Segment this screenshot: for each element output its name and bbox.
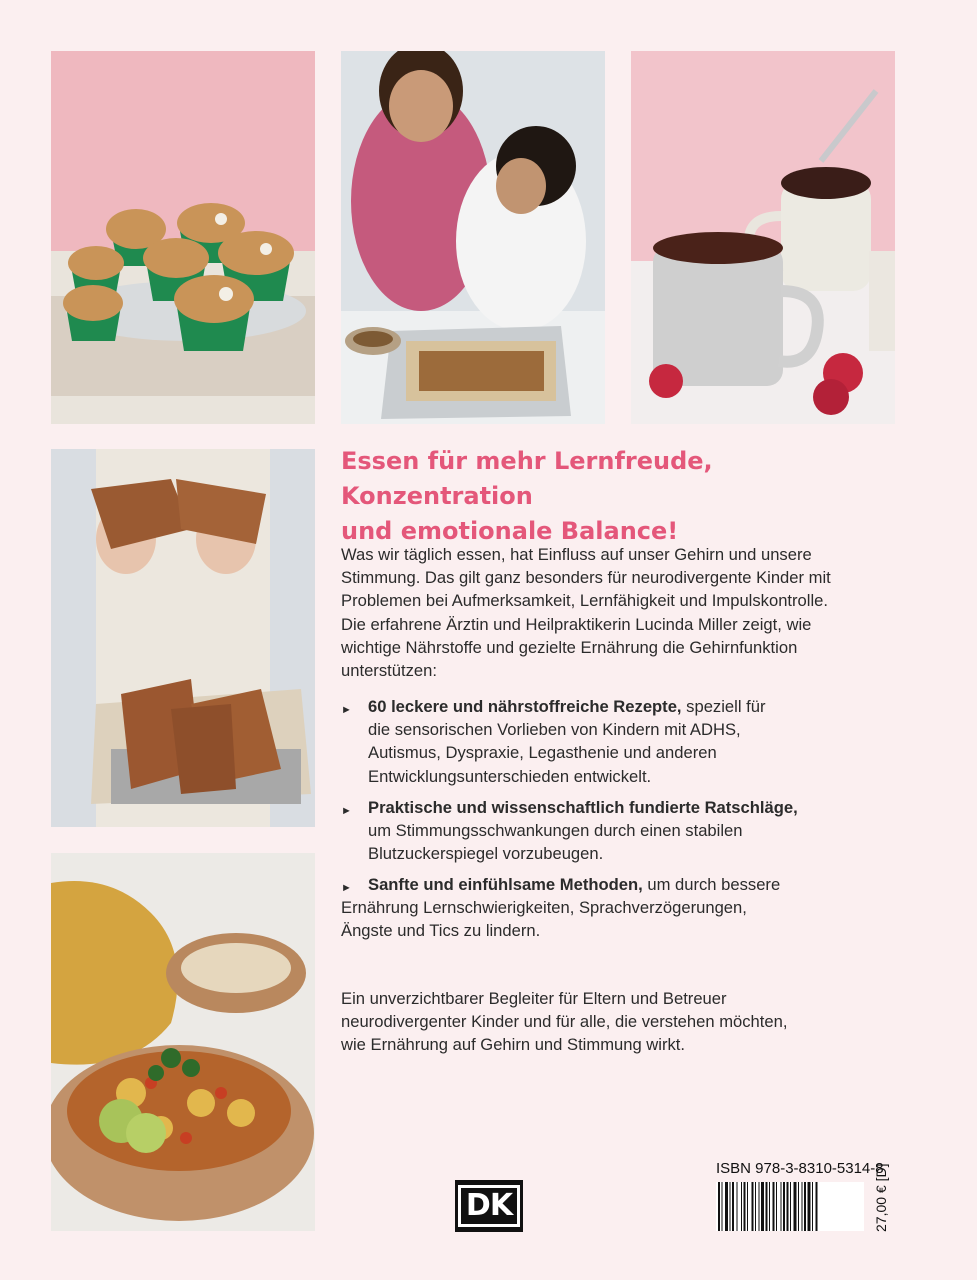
price-text: 27,00 € [D]	[873, 1163, 889, 1233]
photo-mug-cakes	[631, 51, 895, 424]
barcode-bar	[737, 1182, 738, 1231]
bullet-line: Ängste und Tics zu lindern.	[341, 921, 541, 941]
intro-paragraph	[341, 543, 901, 682]
barcode-bar	[741, 1182, 742, 1231]
barcode-bar	[773, 1182, 775, 1231]
bullet-line: die sensorischen Vorlieben von Kindern mit ADHS,	[368, 720, 741, 740]
headline	[341, 444, 901, 549]
bullet-arrow-icon: ►	[341, 882, 352, 894]
barcode-bar	[761, 1182, 764, 1231]
bullet-bold-text: Sanfte und einfühlsame Methoden,	[368, 875, 643, 894]
barcode-bar	[781, 1182, 782, 1231]
intro-line: Problemen bei Aufmerksamkeit, Lernfähigkeit und Impulskontrolle.	[341, 591, 828, 611]
bullet-arrow-icon: ►	[341, 704, 352, 716]
bullet-text: um durch bessere	[642, 875, 781, 894]
barcode-bar	[722, 1182, 723, 1231]
barcode-bar	[718, 1182, 720, 1231]
photo-waffles	[51, 449, 315, 827]
bullet-item	[341, 796, 901, 866]
closing-line: wie Ernährung auf Gehirn und Stimmung wirkt.	[341, 1035, 686, 1055]
intro-line: unterstützen:	[341, 661, 437, 681]
bullet-bold-text: Praktische und wissenschaftlich fundierte Ratschläge,	[368, 798, 798, 817]
barcode-bar	[816, 1182, 818, 1231]
barcode-bar	[759, 1182, 760, 1231]
barcode	[716, 1182, 864, 1231]
bullet-arrow-icon: ►	[341, 805, 352, 817]
barcode-bar	[804, 1182, 806, 1231]
bullet-line: Blutzuckerspiegel vorzubeugen.	[368, 844, 604, 864]
publisher-logo-text: DK	[458, 1185, 520, 1227]
barcode-bar	[732, 1182, 734, 1231]
isbn-text: ISBN 978-3-8310-5314-8	[716, 1160, 884, 1177]
barcode-bar	[783, 1182, 785, 1231]
barcode-bar	[766, 1182, 768, 1231]
intro-line: wichtige Nährstoffe und gezielte Ernährung die Gehirnfunktion	[341, 637, 798, 657]
intro-line: Die erfahrene Ärztin und Heilpraktikerin Lucinda Miller zeigt, wie	[341, 614, 812, 634]
barcode-bar	[776, 1182, 777, 1231]
closing-line: neurodivergenter Kinder und für alle, die verstehen möchten,	[341, 1012, 788, 1032]
barcode-bar	[730, 1182, 731, 1231]
headline-line-1: Essen für mehr Lernfreude, Konzentration	[341, 447, 713, 510]
intro-line: Was wir täglich essen, hat Einfluss auf unser Gehirn und unsere	[341, 545, 812, 564]
bullet-item	[341, 695, 901, 788]
barcode-bar	[808, 1182, 811, 1231]
barcode-bar	[725, 1182, 728, 1231]
photo-muffins	[51, 51, 315, 424]
photo-children-baking	[341, 51, 605, 424]
publisher-logo	[455, 1180, 523, 1232]
barcode-bar	[787, 1182, 789, 1231]
barcode-bar	[752, 1182, 754, 1231]
barcode-bar	[794, 1182, 797, 1231]
bullet-item	[341, 873, 901, 943]
barcode-bar	[790, 1182, 791, 1231]
bullet-text: speziell für	[681, 697, 766, 716]
barcode-bar	[798, 1182, 799, 1231]
bullet-line: um Stimmungsschwankungen durch einen stabilen	[368, 821, 743, 841]
barcode-bar	[802, 1182, 803, 1231]
bullet-line: Autismus, Dyspraxie, Legasthenie und anderen	[368, 743, 717, 763]
bullet-bold-text: 60 leckere und nährstoffreiche Rezepte,	[368, 697, 682, 716]
closing-line: Ein unverzichtbarer Begleiter für Eltern und Betreuer	[341, 989, 727, 1008]
barcode-bar	[744, 1182, 746, 1231]
barcode-bar	[747, 1182, 748, 1231]
barcode-bar	[769, 1182, 770, 1231]
photo-curry	[51, 853, 315, 1231]
closing-paragraph	[341, 987, 901, 1057]
bullet-line: Ernährung Lernschwierigkeiten, Sprachverzögerungen,	[341, 898, 747, 918]
bullet-line: Entwicklungsunterschieden entwickelt.	[368, 766, 652, 786]
headline-line-2: und emotionale Balance!	[341, 517, 679, 545]
intro-line: Stimmung. Das gilt ganz besonders für neurodivergente Kinder mit	[341, 568, 831, 588]
barcode-bar	[812, 1182, 813, 1231]
barcode-bar	[755, 1182, 756, 1231]
